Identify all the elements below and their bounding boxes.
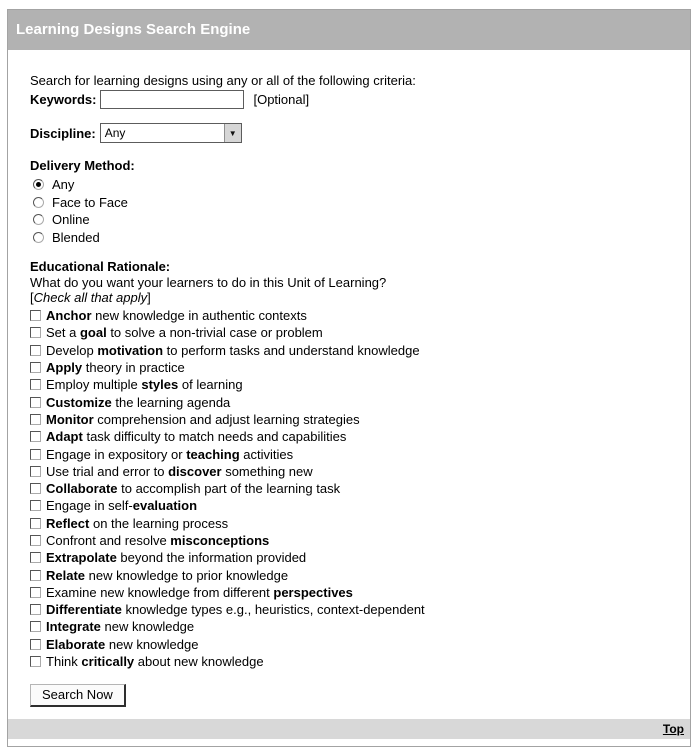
rationale-item-label: Customize the learning agenda — [46, 394, 231, 410]
rationale-instruction-text: Check all that apply — [33, 290, 148, 305]
rationale-item-label: Employ multiple styles of learning — [46, 377, 243, 393]
rationale-item[interactable] — [30, 463, 690, 480]
keywords-row — [30, 89, 690, 109]
checkbox-icon[interactable] — [30, 345, 41, 356]
rationale-item[interactable] — [30, 497, 690, 514]
rationale-item-label: Develop motivation to perform tasks and understand knowledge — [46, 342, 420, 358]
radio-button-icon[interactable] — [33, 179, 44, 190]
checkbox-icon[interactable] — [30, 518, 41, 529]
rationale-item-label: Differentiate knowledge types e.g., heuristics, context-dependent — [46, 602, 425, 618]
checkbox-icon[interactable] — [30, 570, 41, 581]
radio-button-icon[interactable] — [33, 197, 44, 208]
rationale-item[interactable] — [30, 376, 690, 393]
rationale-item-label: Think critically about new knowledge — [46, 654, 264, 670]
bracket-close: ] — [147, 290, 151, 305]
intro-text: Search for learning designs using any or all of the following criteria: — [30, 73, 416, 88]
checkbox-icon[interactable] — [30, 310, 41, 321]
rationale-item[interactable] — [30, 618, 690, 635]
top-link[interactable]: Top — [662, 722, 684, 736]
page-frame — [7, 9, 691, 747]
rationale-item-label: Use trial and error to discover something new — [46, 463, 313, 479]
rationale-item-label: Elaborate new knowledge — [46, 636, 199, 652]
checkbox-icon[interactable] — [30, 397, 41, 408]
delivery-options — [30, 176, 690, 246]
discipline-label: Discipline: — [30, 125, 96, 141]
rationale-item[interactable] — [30, 566, 690, 583]
radio-button-icon[interactable] — [33, 232, 44, 243]
rationale-item[interactable] — [30, 307, 690, 324]
delivery-method-label: Delivery Method: — [30, 158, 135, 173]
checkbox-icon[interactable] — [30, 362, 41, 373]
rationale-item[interactable] — [30, 636, 690, 653]
discipline-row — [30, 123, 690, 143]
checkbox-icon[interactable] — [30, 552, 41, 563]
delivery-option-label: Blended — [52, 229, 100, 245]
rationale-item-label: Engage in self-evaluation — [46, 498, 198, 514]
rationale-item-label: Examine new knowledge from different perspectives — [46, 584, 353, 600]
keywords-label: Keywords: — [30, 91, 97, 107]
rationale-item-label: Collaborate to accomplish part of the learning task — [46, 481, 341, 497]
checkbox-icon[interactable] — [30, 535, 41, 546]
delivery-option[interactable] — [30, 176, 690, 194]
rationale-instruction — [30, 290, 690, 305]
rationale-item-label: Engage in expository or teaching activities — [46, 446, 294, 462]
rationale-item[interactable] — [30, 342, 690, 359]
delivery-option-label: Online — [52, 212, 90, 228]
checkbox-icon[interactable] — [30, 639, 41, 650]
chevron-down-icon[interactable]: ▼ — [224, 124, 241, 142]
rationale-item-label: Confront and resolve misconceptions — [46, 533, 270, 548]
checkbox-icon[interactable] — [30, 431, 41, 442]
radio-button-icon[interactable] — [33, 214, 44, 225]
checkbox-icon[interactable] — [30, 327, 41, 338]
rationale-item[interactable] — [30, 653, 690, 670]
rationale-item-label: Apply theory in practice — [46, 360, 185, 376]
rationale-item-label: Adapt task difficulty to match needs and capabilities — [46, 429, 347, 445]
rationale-item-label: Reflect on the learning process — [46, 515, 229, 531]
footer-bar — [8, 719, 690, 739]
delivery-option-label: Any — [52, 177, 75, 193]
discipline-selected-value: Any — [104, 126, 126, 140]
rationale-item[interactable] — [30, 445, 690, 462]
rationale-item[interactable] — [30, 428, 690, 445]
search-now-button[interactable]: Search Now — [30, 684, 126, 707]
rationale-item[interactable] — [30, 324, 690, 341]
delivery-option[interactable] — [30, 194, 690, 212]
rationale-item[interactable] — [30, 393, 690, 410]
bracket-open: [ — [30, 290, 34, 305]
rationale-item-label: Set a goal to solve a non-trivial case or problem — [46, 325, 323, 341]
delivery-option[interactable] — [30, 229, 690, 247]
delivery-option-label: Face to Face — [52, 194, 128, 210]
page-title: Learning Designs Search Engine — [8, 10, 690, 50]
rationale-item[interactable] — [30, 549, 690, 566]
rationale-checklist — [30, 307, 690, 670]
checkbox-icon[interactable] — [30, 500, 41, 511]
rationale-item-label: Anchor new knowledge in authentic contexts — [46, 308, 307, 324]
discipline-select[interactable] — [100, 123, 242, 143]
rationale-question: What do you want your learners to do in this Unit of Learning? — [30, 275, 387, 290]
rationale-item[interactable] — [30, 584, 690, 601]
checkbox-icon[interactable] — [30, 466, 41, 477]
checkbox-icon[interactable] — [30, 656, 41, 667]
checkbox-icon[interactable] — [30, 449, 41, 460]
rationale-item-label: Extrapolate beyond the information provided — [46, 550, 307, 566]
rationale-item[interactable] — [30, 601, 690, 618]
keywords-optional-note: [Optional] — [253, 91, 310, 107]
checkbox-icon[interactable] — [30, 414, 41, 425]
rationale-item[interactable] — [30, 359, 690, 376]
keywords-input[interactable] — [100, 90, 244, 109]
educational-rationale-label: Educational Rationale: — [30, 259, 171, 274]
rationale-item[interactable] — [30, 480, 690, 497]
checkbox-icon[interactable] — [30, 379, 41, 390]
rationale-item[interactable] — [30, 515, 690, 532]
rationale-item[interactable] — [30, 411, 690, 428]
rationale-item-label: Monitor comprehension and adjust learning strategies — [46, 411, 360, 427]
checkbox-icon[interactable] — [30, 483, 41, 494]
rationale-item-label: Relate new knowledge to prior knowledge — [46, 567, 289, 583]
checkbox-icon[interactable] — [30, 587, 41, 598]
delivery-option[interactable] — [30, 211, 690, 229]
rationale-item-label: Integrate new knowledge — [46, 619, 195, 635]
checkbox-icon[interactable] — [30, 621, 41, 632]
search-form — [8, 73, 690, 707]
rationale-item[interactable] — [30, 532, 690, 549]
checkbox-icon[interactable] — [30, 604, 41, 615]
